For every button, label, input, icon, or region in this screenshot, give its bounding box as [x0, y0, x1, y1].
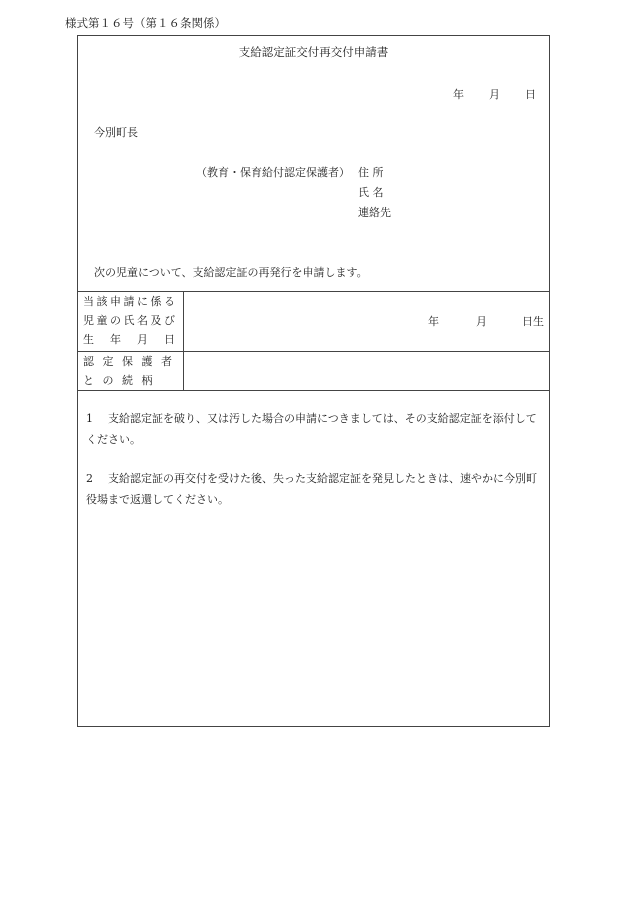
date-day: 日 — [525, 88, 536, 101]
table-middle-border — [78, 351, 549, 352]
date-year: 年 — [453, 88, 464, 101]
applicant-name-label: 氏 名 — [358, 186, 384, 199]
table-column-divider — [183, 291, 184, 390]
applicant-address-label: 住 所 — [358, 166, 384, 179]
form-title: 支給認定証交付再交付申請書 — [238, 45, 389, 59]
relation-label-line2: と の 続 柄 — [83, 374, 155, 387]
note-2-text: 支給認定証の再交付を受けた後、失った支給認定証を発見したときは、速やかに今別町役場まで返還してください。 — [86, 472, 537, 506]
child-label-line3: 生 年 月 日 — [83, 333, 178, 346]
relation-label-line1: 認 定 保 護 者 — [83, 355, 175, 368]
addressee: 今別町長 — [94, 126, 138, 139]
child-label-line2: 児童の氏名及び — [83, 314, 178, 327]
date-month: 月 — [489, 88, 500, 101]
applicant-contact-label: 連絡先 — [358, 206, 391, 219]
request-text: 次の児童について、支給認定証の再発行を申請します。 — [94, 266, 368, 279]
table-bottom-border — [78, 390, 549, 391]
application-form — [77, 35, 550, 727]
applicant-role: （教育・保育給付認定保護者） — [196, 166, 350, 179]
note-1-text: 支給認定証を破り、又は汚した場合の申請につきましては、その支給認定証を添付してください。 — [86, 412, 537, 446]
table-top-border — [78, 291, 549, 292]
note-2-number: 2 — [86, 472, 93, 485]
birth-year-label: 年 — [428, 315, 439, 328]
note-1-number: 1 — [86, 412, 93, 425]
birth-month-label: 月 — [476, 315, 487, 328]
form-number-label: 様式第１６号（第１６条関係） — [65, 16, 226, 30]
note-2 — [86, 468, 541, 510]
child-label-line1: 当該申請に係る — [83, 295, 178, 308]
birth-day-label: 日生 — [522, 315, 544, 328]
note-1 — [86, 408, 541, 450]
